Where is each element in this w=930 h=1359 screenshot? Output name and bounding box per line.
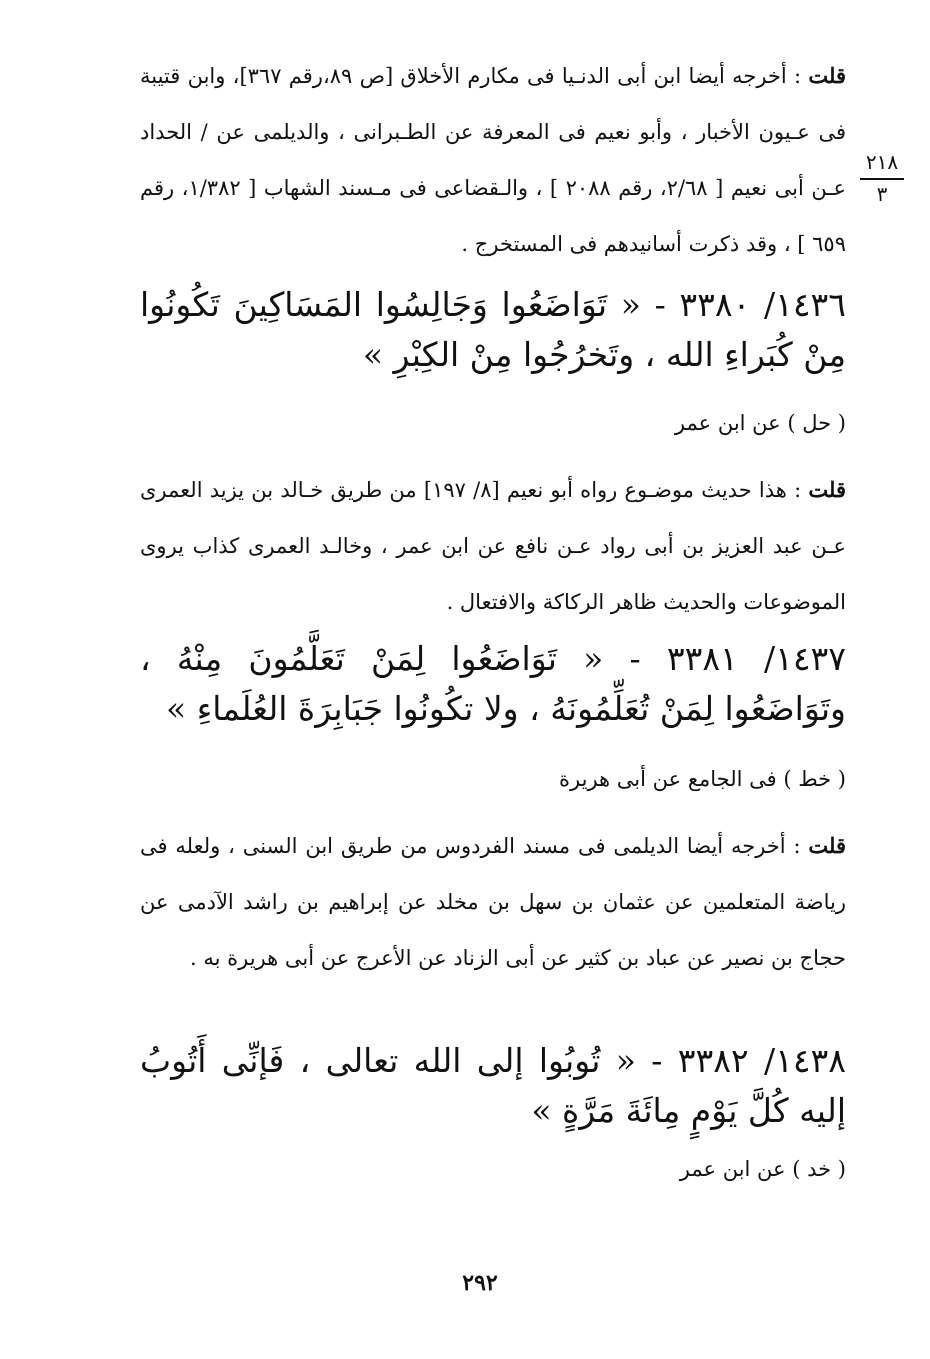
commentary-1 (140, 48, 846, 272)
commentary-3 (140, 818, 846, 986)
hadith-1436: ١٤٣٦/ ٣٣٨٠ - « تَوَاضَعُوا وَجَالِسُوا المَسَاكِينَ تَكُونُوا مِنْ كُبَراءِ الله ، وتَخرُجُوا مِنْ الكِبْرِ » (140, 285, 846, 374)
commentary-label: قلت (808, 833, 846, 858)
commentary-2 (140, 462, 846, 630)
margin-reference (860, 150, 904, 206)
page-number: ٢٩٢ (462, 1270, 498, 1296)
margin-ref-numerator: ٢١٨ (860, 150, 904, 180)
margin-ref-denominator: ٣ (876, 182, 888, 206)
commentary-text: : أخرجه أيضا الديلمى فى مسند الفردوس من طريق ابن السنى ، ولعله فى رياضة المتعلمين عن عثمان بن سهل بن مخلد عن إبراهيم بن راشد الآدمى عن حجاج بن نصير عن عباد بن كثير عن أبى الزناد عن الأعرج عن أبى هريرة به . (140, 834, 846, 970)
commentary-label: قلت (808, 63, 846, 88)
commentary-text: : أخرجه أيضا ابن أبى الدنـيا فى مكارم الأخلاق [ص ٨٩،رقم ٣٦٧]، وابن قتيبة فى عـيون الأخبار ، وأبو نعيم فى المعرفة عن الطـبرانى ، والديلمى عن / الحداد عـن أبى نعيم [ ٢/٦٨، رقم ٢٠٨٨ ] ، والـقضاعى فى مـسند الشهاب [ ١/٣٨٢، رقم ٦٥٩ ] ، وقد ذكرت أسانيدهم فى المستخرج . (140, 64, 846, 256)
hadith-1437-source: ( خط ) فى الجامع عن أبى هريرة (559, 767, 846, 791)
hadith-1437: ١٤٣٧/ ٣٣٨١ - « تَوَاضَعُوا لِمَنْ تَعَلَّمُونَ مِنْهُ ، وتَوَاضَعُوا لِمَنْ تُعَلِّمُونَهُ ، ولا تكُونُوا جَبَابِرَةَ العُلَماءِ » (140, 639, 846, 728)
commentary-label: قلت (808, 477, 847, 502)
hadith-1436-source: ( حل ) عن ابن عمر (674, 411, 846, 435)
hadith-1438: ١٤٣٨/ ٣٣٨٢ - « تُوبُوا إلى الله تعالى ، فَإنِّى أَتُوبُ إليه كُلَّ يَوْمٍ مِائَةَ مَرَّةٍ » (140, 1041, 846, 1130)
commentary-text: : هذا حديث موضـوع رواه أبو نعيم [٨/ ١٩٧] من طريق خـالد بن يزيد العمرى عـن عبد العزيز بن أبى رواد عـن نافع عن ابن عمر ، وخالـد العمرى كذاب يروى الموضوعات والحديث ظاهر الركاكة والافتعال . (140, 478, 846, 614)
hadith-1438-source: ( خد ) عن ابن عمر (679, 1157, 846, 1181)
